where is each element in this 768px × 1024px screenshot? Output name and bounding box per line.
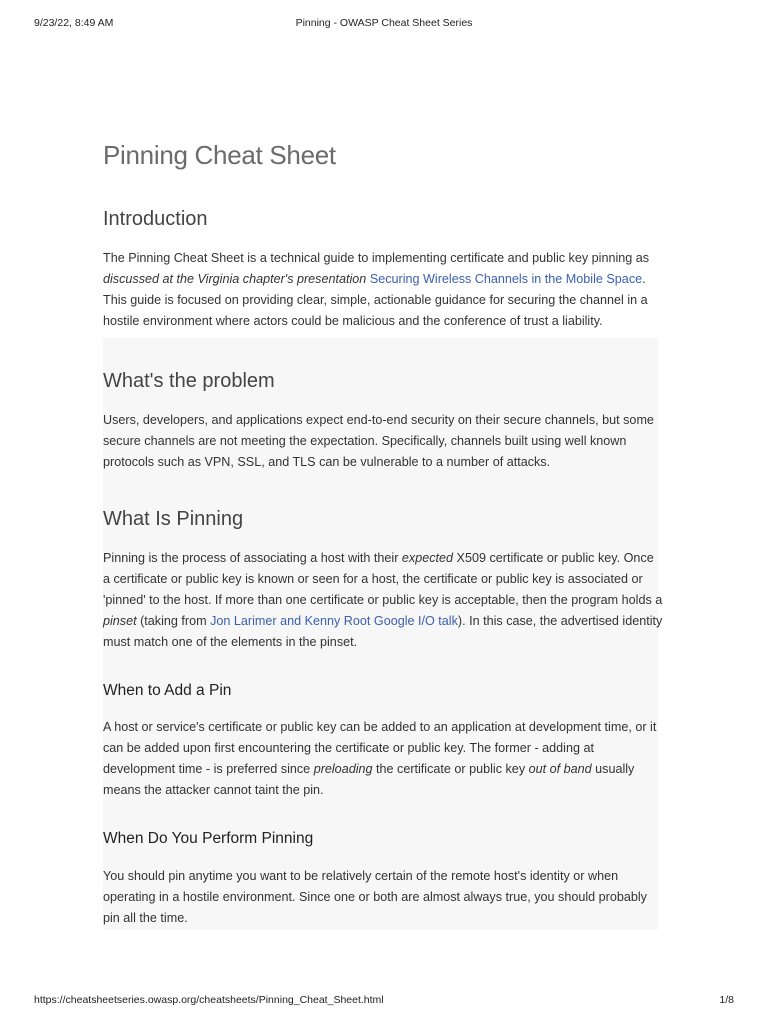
add-pin-text-b: the certificate or public key: [372, 762, 529, 776]
pinning-text-em-pinset: pinset: [103, 614, 137, 628]
intro-text-c: . This guide is focused on providing clear, simple, actionable guidance for securing the channel in a hostile environment where actors could be malicious and the conference of trust a liability.: [103, 272, 648, 328]
heading-what-is-pinning: What Is Pinning: [103, 508, 244, 530]
print-header: [34, 17, 734, 33]
heading-when-to-add-a-pin: When to Add a Pin: [103, 682, 232, 699]
heading-when-do-you-perform-pinning: When Do You Perform Pinning: [103, 830, 314, 847]
securing-wireless-channels-link[interactable]: Securing Wireless Channels in the Mobile Space: [369, 272, 643, 286]
pinning-text-em-expected: expected: [401, 551, 454, 565]
pinning-text-d: ). In this case, the advertised identity must match one of the elements in the pinset.: [103, 614, 663, 649]
pinning-text-a: Pinning is the process of associating a host with their: [103, 551, 402, 565]
intro-text-em: discussed at the Virginia chapter's presentation: [103, 272, 367, 286]
intro-text-a: The Pinning Cheat Sheet is a technical guide to implementing certificate and public key pinning as: [103, 251, 650, 265]
add-pin-text-em-preloading: preloading: [313, 762, 373, 776]
add-pin-text-c: usually means the attacker cannot taint the pin.: [103, 762, 635, 797]
perform-paragraph: You should pin anytime you want to be relatively certain of the remote host's identity or when operating in a hostile environment. Since one or both are almost always true, you should probably pin all the time.: [103, 869, 647, 925]
pinning-text-c: (taking from: [136, 614, 211, 628]
pinning-text-b: X509 certificate or public key. Once a certificate or public key is known or seen for a host, the certificate or public key is associated or 'pinned' to the host. If more than one certificate or public key is acceptable, then the program holds a: [103, 551, 663, 607]
print-page-title: Pinning - OWASP Cheat Sheet Series: [295, 17, 473, 29]
page-title: Pinning Cheat Sheet: [103, 140, 336, 170]
add-pin-paragraph: [103, 717, 663, 801]
heading-whats-the-problem: What's the problem: [103, 370, 275, 392]
add-pin-text-em-out-of-band: out of band: [528, 762, 592, 776]
page-number: 1/8: [719, 994, 734, 1006]
print-footer: [34, 994, 734, 1010]
add-pin-text-a: A host or service's certificate or public key can be added to an application at development time, or it can be added upon first encountering the certificate or public key. The former - adding at development time - is preferred since: [103, 720, 657, 776]
print-url: https://cheatsheetseries.owasp.org/cheatsheets/Pinning_Cheat_Sheet.html: [34, 994, 384, 1006]
intro-paragraph: [103, 248, 663, 332]
google-io-talk-link[interactable]: Jon Larimer and Kenny Root Google I/O talk: [210, 614, 458, 628]
problem-paragraph: Users, developers, and applications expect end-to-end security on their secure channels, but some secure channels are not meeting the expectation. Specifically, channels built using well known protocols such as VPN, SSL, and TLS can be vulnerable to a number of attacks.: [103, 413, 654, 469]
print-date: 9/23/22, 8:49 AM: [34, 17, 114, 29]
pinning-paragraph: [103, 548, 663, 653]
heading-introduction: Introduction: [103, 208, 208, 230]
